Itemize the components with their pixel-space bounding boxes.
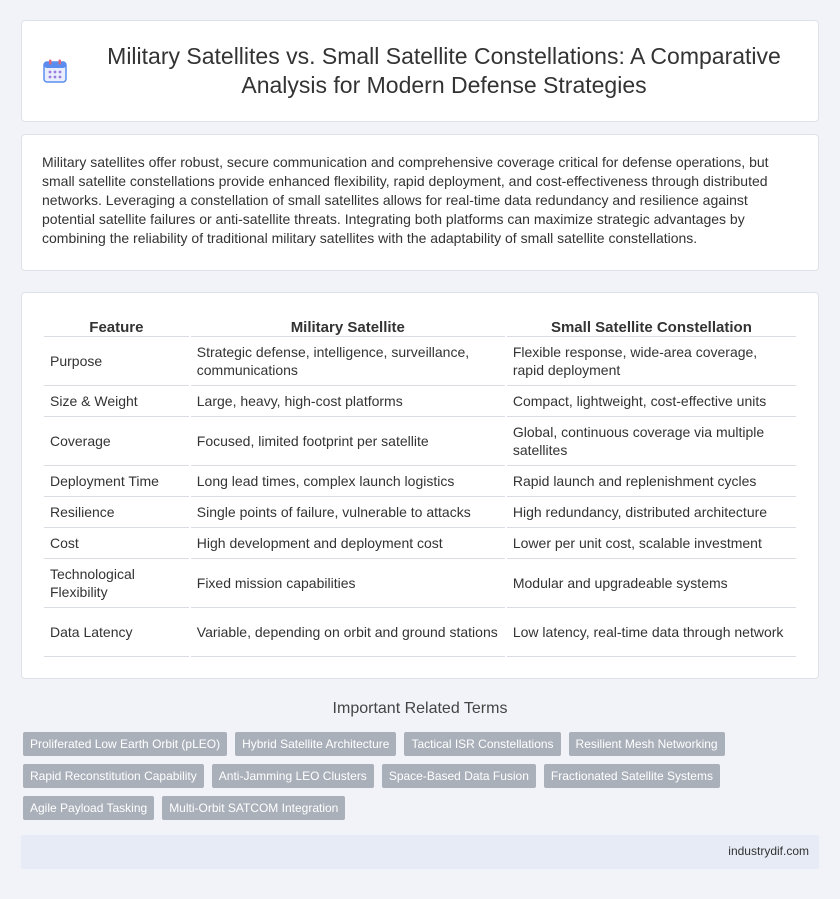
page-title: Military Satellites vs. Small Satellite Constellations: A Comparative Analysis for Modern Defense Strategies	[107, 43, 781, 98]
table-cell: Resilience	[44, 497, 189, 528]
table-cell: Focused, limited footprint per satellite	[191, 417, 505, 466]
table-cell: Size & Weight	[44, 386, 189, 417]
related-term-tag[interactable]: Agile Payload Tasking	[23, 796, 154, 820]
related-term-tag[interactable]: Rapid Reconstitution Capability	[23, 764, 204, 788]
related-terms-tags	[23, 732, 783, 828]
table-row	[44, 497, 796, 528]
comparison-table-card	[21, 292, 819, 679]
table-header-row	[44, 313, 796, 337]
table-cell: Deployment Time	[44, 466, 189, 497]
table-cell: Technological Flexibility	[44, 559, 189, 608]
table-cell: Variable, depending on orbit and ground stations	[191, 608, 505, 657]
table-row	[44, 559, 796, 608]
table-cell: Fixed mission capabilities	[191, 559, 505, 608]
table-row	[44, 466, 796, 497]
intro-paragraph: Military satellites offer robust, secure communication and comprehensive coverage critical for defense operations, but small satellite constellations provide enhanced flexibility, rapid deployment, and cost-effectiveness through distributed networks. Leveraging a constellation of small satellites allows for real-time data redundancy and resilience against potential satellite failures or anti-satellite threats. Integrating both platforms can maximize strategic advantages by combining the reliability of traditional military satellites with the adaptability of small satellite constellations.	[42, 154, 769, 246]
table-cell: Large, heavy, high-cost platforms	[191, 386, 505, 417]
table-cell: Rapid launch and replenishment cycles	[507, 466, 796, 497]
table-row	[44, 417, 796, 466]
table-cell: Long lead times, complex launch logistics	[191, 466, 505, 497]
related-term-tag[interactable]: Hybrid Satellite Architecture	[235, 732, 396, 756]
table-cell: Purpose	[44, 337, 189, 386]
related-terms-title: Important Related Terms	[332, 700, 508, 717]
header-card	[21, 20, 819, 122]
table-cell: Coverage	[44, 417, 189, 466]
table-cell: Low latency, real-time data through network	[507, 608, 796, 657]
related-term-tag[interactable]: Proliferated Low Earth Orbit (pLEO)	[23, 732, 227, 756]
table-row	[44, 608, 796, 657]
related-term-tag[interactable]: Space-Based Data Fusion	[382, 764, 536, 788]
table-cell: High development and deployment cost	[191, 528, 505, 559]
table-cell: Flexible response, wide-area coverage, rapid deployment	[507, 337, 796, 386]
footer-site-link[interactable]: industrydif.com	[728, 844, 809, 858]
table-cell: Lower per unit cost, scalable investment	[507, 528, 796, 559]
table-cell: Data Latency	[44, 608, 189, 657]
header-military-satellite: Military Satellite	[191, 313, 505, 337]
table-cell: Strategic defense, intelligence, surveillance, communications	[191, 337, 505, 386]
table-cell: Modular and upgradeable systems	[507, 559, 796, 608]
table-cell: Single points of failure, vulnerable to attacks	[191, 497, 505, 528]
related-term-tag[interactable]: Fractionated Satellite Systems	[544, 764, 720, 788]
footer	[21, 835, 819, 869]
table-row	[44, 528, 796, 559]
comparison-table	[42, 313, 798, 657]
table-cell: Compact, lightweight, cost-effective units	[507, 386, 796, 417]
related-term-tag[interactable]: Multi-Orbit SATCOM Integration	[162, 796, 345, 820]
related-term-tag[interactable]: Resilient Mesh Networking	[569, 732, 725, 756]
table-cell: Cost	[44, 528, 189, 559]
header-feature: Feature	[44, 313, 189, 337]
header-small-satellite-constellation: Small Satellite Constellation	[507, 313, 796, 337]
table-row	[44, 386, 796, 417]
related-term-tag[interactable]: Anti-Jamming LEO Clusters	[212, 764, 374, 788]
table-cell: High redundancy, distributed architecture	[507, 497, 796, 528]
table-row	[44, 337, 796, 386]
intro-card	[21, 134, 819, 271]
calendar-icon	[42, 58, 68, 84]
related-term-tag[interactable]: Tactical ISR Constellations	[404, 732, 560, 756]
table-cell: Global, continuous coverage via multiple satellites	[507, 417, 796, 466]
